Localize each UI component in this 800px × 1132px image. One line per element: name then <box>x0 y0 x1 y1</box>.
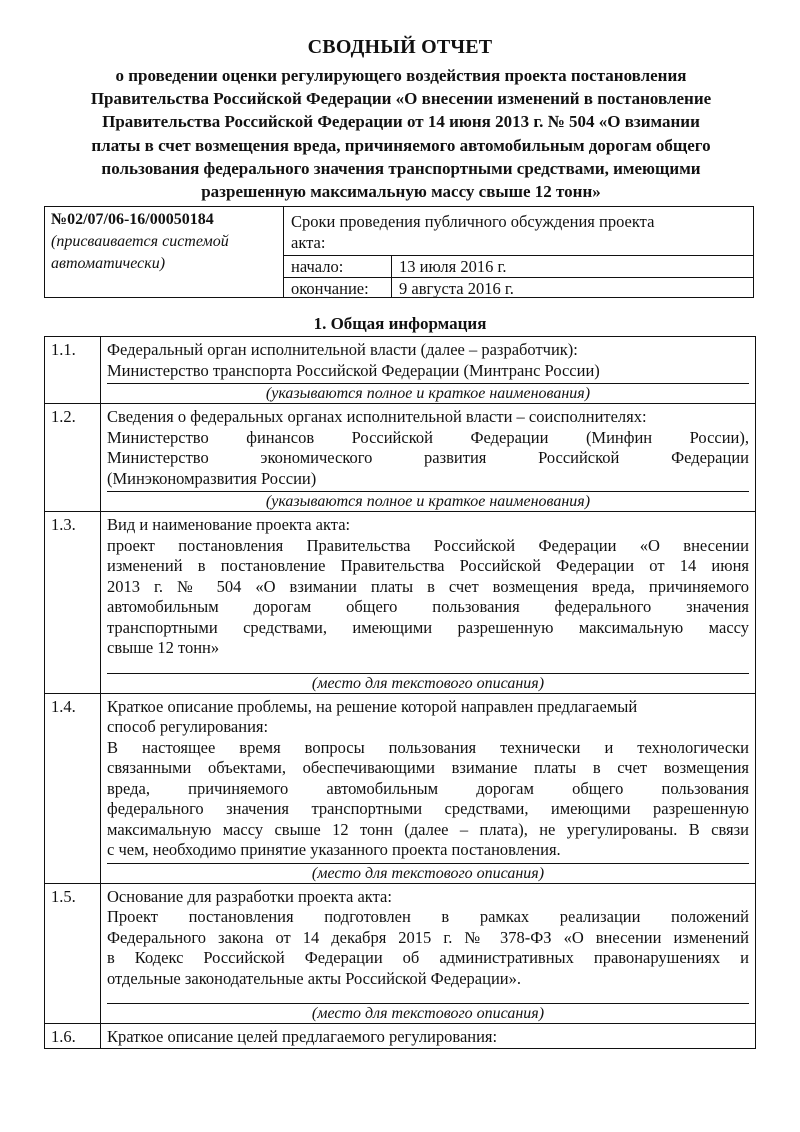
row-text-line: с чем, необходимо принятие указанного проекта постановления. <box>107 840 561 859</box>
row-text-line: 2013 г. № 504 «О взимании платы в счет возмещения вреда, причиняемого <box>107 576 749 596</box>
row-note: (указываются полное и краткое наименования) <box>107 491 749 511</box>
table-row <box>45 337 755 404</box>
row-text-line: В настоящее время вопросы пользования технически и технологически <box>107 737 749 757</box>
row-text-line: изменений в постановление Правительства Российской Федерации от 14 июня <box>107 556 749 575</box>
document-title: СВОДНЫЙ ОТЧЕТ <box>307 36 493 58</box>
row-note: (место для текстового описания) <box>107 673 749 693</box>
row-content <box>107 1024 755 1048</box>
row-text-line: Сведения о федеральных органах исполнительной власти – соисполнителях: <box>107 407 647 426</box>
terms-line: Сроки проведения публичного обсуждения проекта <box>291 212 655 231</box>
subtitle-line: пользования федерального значения транспортными средствами, имеющими <box>101 158 701 178</box>
row-text-line: Краткое описание целей предлагаемого регулирования: <box>107 1027 498 1046</box>
divider <box>283 207 284 297</box>
subtitle-line: платы в счет возмещения вреда, причиняемого автомобильным дорогам общего <box>91 135 711 155</box>
row-index: 1.4. <box>45 694 101 883</box>
row-text-line: Федеральный орган исполнительной власти (далее – разработчик): <box>107 340 578 359</box>
row-text-line: Федерального закона от 14 декабря 2015 г. № 378-ФЗ «О внесении изменений <box>107 927 749 947</box>
row-text-line: свыше 12 тонн» <box>107 638 220 657</box>
divider <box>283 255 753 256</box>
end-date: 9 августа 2016 г. <box>399 279 514 298</box>
row-text-line: федерального значения транспортными средствами, имеющими разрешенную <box>107 799 749 818</box>
row-content <box>107 512 755 693</box>
row-text-line: Основание для разработки проекта акта: <box>107 886 392 906</box>
subtitle-line: Правительства Российской Федерации от 14 июня 2013 г. № 504 «О взимании <box>102 112 700 132</box>
row-text-line: способ регулирования: <box>107 717 269 736</box>
report-number: №02/07/06-16/00050184 <box>51 211 214 228</box>
start-label: начало: <box>291 257 344 276</box>
row-content <box>107 884 755 1024</box>
section-title: 1. Общая информация <box>313 314 487 333</box>
row-text-line: в Кодекс Российской Федерации об административных правонарушениях и <box>107 948 749 967</box>
subtitle-line: Правительства Российской Федерации «О внесении изменений в постановление <box>90 89 712 109</box>
row-text-line: Министерство транспорта Российской Федерации (Минтранс России) <box>107 360 600 380</box>
subtitle-line: разрешенную максимальную массу свыше 12 тонн» <box>201 182 601 202</box>
table-row <box>45 512 755 694</box>
note-line: автоматически) <box>51 255 166 272</box>
row-note: (место для текстового описания) <box>107 863 749 883</box>
row-text-line: (Минэкономразвития России) <box>107 468 317 488</box>
table-row <box>45 1024 755 1049</box>
start-date: 13 июля 2016 г. <box>399 257 507 276</box>
row-content <box>107 337 755 403</box>
row-text-line: автомобильным дорогам общего пользования федерального значения <box>107 597 749 616</box>
divider <box>283 277 753 278</box>
report-header-box <box>44 206 754 298</box>
divider <box>391 255 392 297</box>
general-info-table <box>44 336 756 1049</box>
row-text-line: проект постановления Правительства Российской Федерации «О внесении <box>107 535 749 555</box>
terms-line: акта: <box>291 233 326 252</box>
end-label: окончание: <box>291 279 369 298</box>
row-text-line: вреда, причиняемого автомобильным дорогам общего пользования <box>107 778 749 798</box>
row-index: 1.3. <box>45 512 101 693</box>
subtitle-line: о проведении оценки регулирующего воздействия проекта постановления <box>115 66 687 85</box>
document-subtitle <box>40 64 762 203</box>
note-line: (присваивается системой <box>51 233 229 250</box>
table-row <box>45 404 755 512</box>
row-text-line: Министерство финансов Российской Федерации (Минфин России), <box>107 427 749 447</box>
row-index: 1.2. <box>45 404 101 511</box>
row-index: 1.6. <box>45 1024 101 1048</box>
row-note: (указываются полное и краткое наименования) <box>107 383 749 403</box>
row-text-line: Вид и наименование проекта акта: <box>107 515 351 534</box>
report-number-note <box>51 231 277 275</box>
discussion-terms-title <box>291 211 741 253</box>
row-content <box>107 694 755 883</box>
row-text-line: транспортными средствами, имеющими разрешенную максимальную массу <box>107 617 749 637</box>
row-index: 1.1. <box>45 337 101 403</box>
row-text-line: связанными объектами, обеспечивающими взимание платы в счет возмещения <box>107 758 749 777</box>
row-index: 1.5. <box>45 884 101 1024</box>
row-content <box>107 404 755 511</box>
table-row <box>45 694 755 884</box>
table-row <box>45 884 755 1025</box>
row-text-line: Министерство экономического развития Российской Федерации <box>107 448 749 467</box>
row-note: (место для текстового описания) <box>107 1003 749 1023</box>
row-text-line: максимальную массу свыше 12 тонн (далее – плата), не урегулированы. В связи <box>107 819 749 839</box>
row-text-line: отдельные законодательные акты Российской Федерации». <box>107 968 521 988</box>
row-text-line: Проект постановления подготовлен в рамках реализации положений <box>107 907 749 926</box>
row-text-line: Краткое описание проблемы, на решение которой направлен предлагаемый <box>107 696 638 716</box>
